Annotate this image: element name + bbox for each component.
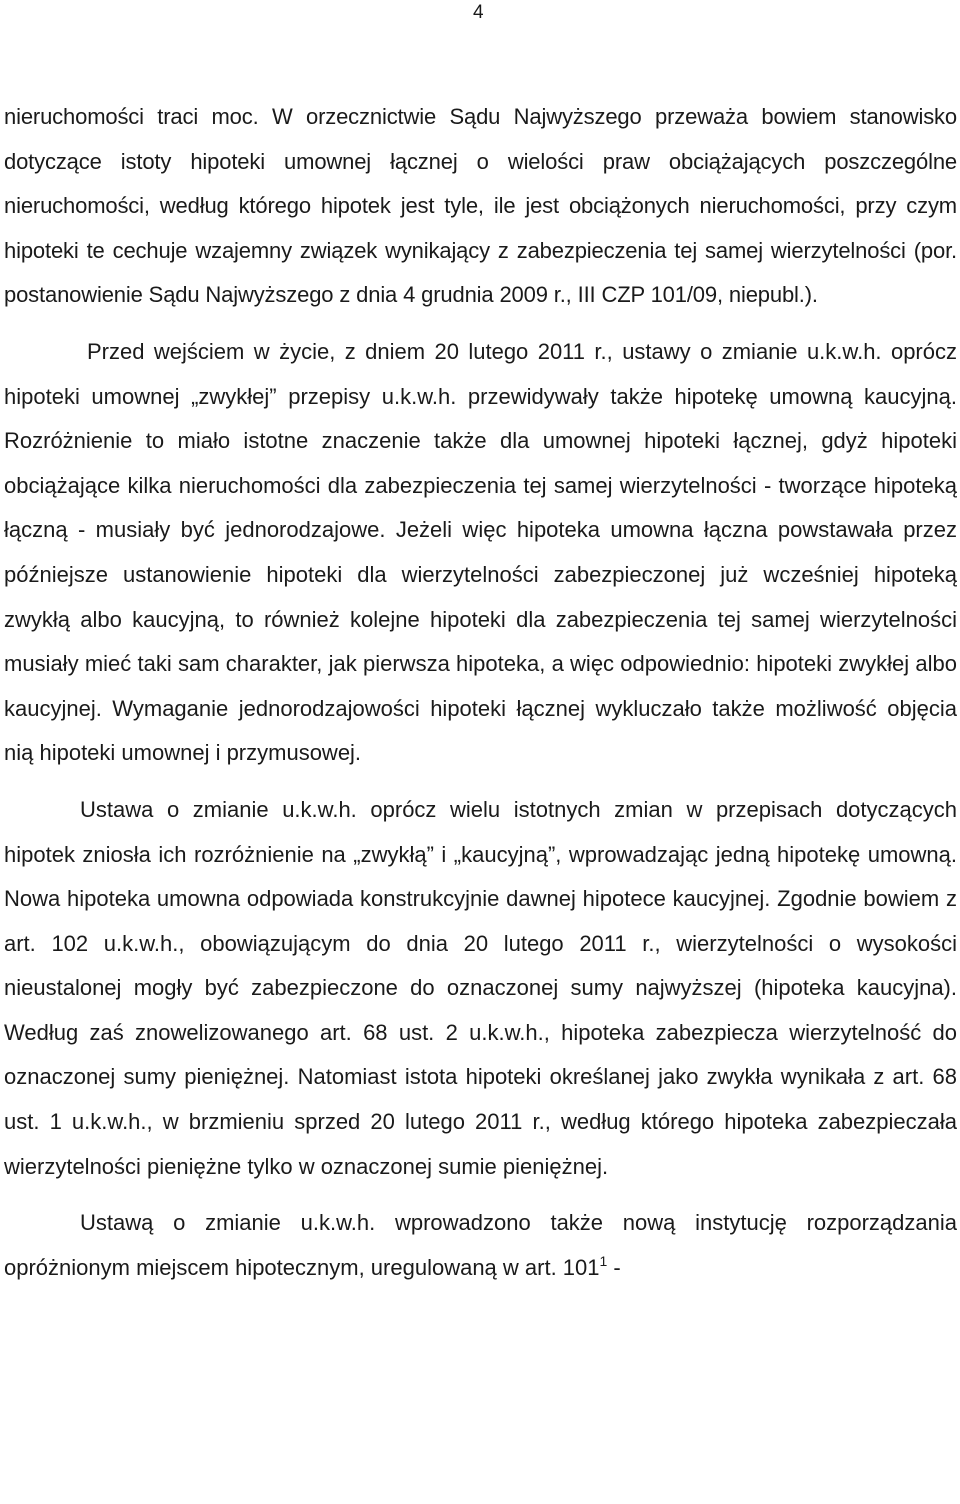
paragraph-4-text: Ustawą o zmianie u.k.w.h. wprowadzono także nową instytucję rozporządzania opróżnionym miejscem hipotecznym, uregulowaną w art. 101 (4, 1210, 957, 1280)
document-body (4, 95, 957, 1290)
paragraph-4 (4, 1201, 957, 1290)
footnote-mark: 1 (599, 1252, 608, 1269)
page-number: 4 (473, 2, 484, 23)
paragraph-2: Przed wejściem w życie, z dniem 20 lutego 2011 r., ustawy o zmianie u.k.w.h. oprócz hipoteki umownej „zwykłej” przepisy u.k.w.h. przewidywały także hipotekę umowną kaucyjną. Rozróżnienie to miało istotne znaczenie także dla umownej hipoteki łącznej, gdyż hipoteki obciążające kilka nieruchomości dla zabezpieczenia tej samej wierzytelności - tworzące hipoteką łączną - musiały być jednorodzajowe. Jeżeli więc hipoteka umowna łączna powstawała przez późniejsze ustanowienie hipoteki dla wierzytelności zabezpieczonej już wcześniej hipoteką zwykłą albo kaucyjną, to również kolejne hipoteki dla zabezpieczenia tej samej wierzytelności musiały mieć taki sam charakter, jak pierwsza hipoteka, a więc odpowiednio: hipoteki zwykłej albo kaucyjnej. Wymaganie jednorodzajowości hipoteki łącznej wykluczało także możliwość objęcia nią hipoteki umownej i przymusowej. (4, 338, 957, 766)
paragraph-3: Ustawa o zmianie u.k.w.h. oprócz wielu istotnych zmian w przepisach dotyczących hipotek zniosła ich rozróżnienie na „zwykłą” i „kaucyjną”, wprowadzając jedną hipotekę umowną. Nowa hipoteka umowna odpowiada konstrukcyjnie dawnej hipotece kaucyjnej. Zgodnie bowiem z art. 102 u.k.w.h., obowiązującym do dnia 20 lutego 2011 r., wierzytelności o wysokości nieustalonej mogły być zabezpieczone do oznaczonej sumy najwyższej (hipoteka kaucyjna). Według zaś znowelizowanego art. 68 ust. 2 u.k.w.h., hipoteka zabezpiecza wierzytelność do oznaczonej sumy pieniężnej. Natomiast istota hipoteki określanej jako zwykła wynikała z art. 68 ust. 1 u.k.w.h., w brzmieniu sprzed 20 lutego 2011 r., według którego hipoteka zabezpieczała wierzytelności pieniężne tylko w oznaczonej sumie pieniężnej. (4, 796, 957, 1179)
paragraph-1: nieruchomości traci moc. W orzecznictwie Sądu Najwyższego przeważa bowiem stanowisko dotyczące istoty hipoteki umownej łącznej o wielości praw obciążających poszczególne nieruchomości, według którego hipotek jest tyle, ile jest obciążonych nieruchomości, przy czym hipoteki te cechuje wzajemny związek wynikający z zabezpieczenia tej samej wierzytelności (por. postanowienie Sądu Najwyższego z dnia 4 grudnia 2009 r., III CZP 101/09, niepubl.). (4, 104, 957, 308)
paragraph-4-trailing: - (607, 1254, 621, 1280)
